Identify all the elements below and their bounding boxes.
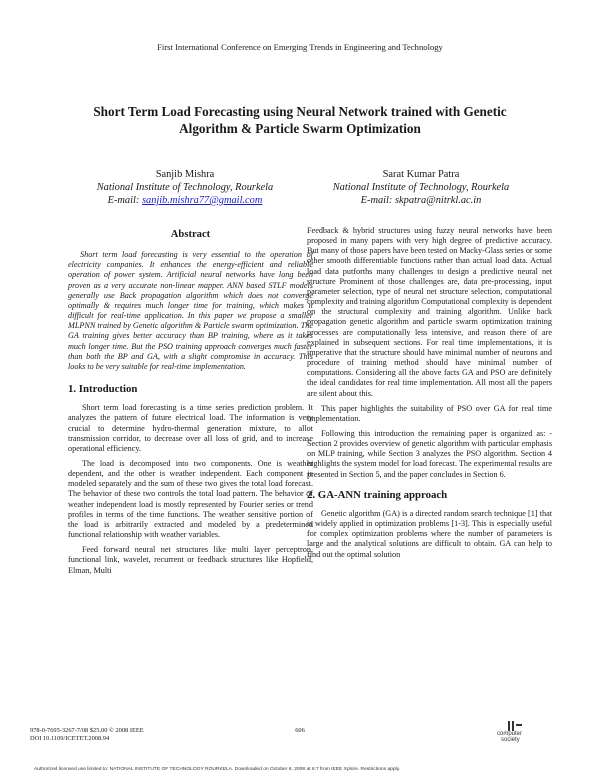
title-line-1: Short Term Load Forecasting using Neural Network trained with Genetic	[93, 104, 507, 119]
author-email-line	[296, 194, 546, 207]
intro-paragraph: This paper highlights the suitability of PSO over GA for real time implementation.	[307, 403, 552, 423]
right-column	[307, 226, 552, 565]
conference-header: First International Conference on Emerging Trends in Engineering and Technology	[157, 42, 443, 52]
abstract-text: Short term load forecasting is very essential to the operation of electricity companies. It enhances the energy-efficient and reliable operation of power system. Artificial neural networks have long been proven as a very accurate non-linear mapper. ANN based STLF models generally use Back propagation algorithm which does not converge optimally & requires much longer time for training, which makes it difficult for real-time application. In this paper we propose a smaller MLPNN trained by Genetic algorithm & Particle swarm optimization. The GA training gives better accuracy than BP training, where as it takes much longer time. But the PSO training approach converges much faster than both the BP and GA, with a slight compromise in accuracy. This looks to be very suitable for real-time implementation.	[68, 250, 313, 371]
author-email: skpatra@nitrkl.ac.in	[395, 195, 482, 206]
author-affiliation: National Institute of Technology, Rourkela	[332, 182, 510, 193]
abstract-heading: Abstract	[170, 229, 211, 240]
intro-continued-paragraph: Feedback & hybrid structures using fuzzy neural networks have been proposed in many papers with very high degree of predictive accuracy. But many of those papers have been tested on Macky-Glass series or some other smooth differentiable functions rather than actual load data. Actual load data putforths many challenges to design a predictive neural net structure Prominent of those challenges are, data pre-processing, input parameter selection, type of neural net structure selection, computational complexity and training algorithm Computational complexity is dependent on the structural complexity and training algorithm. Unlike back propagation genetic algorithm and particle swarm optimization training processes are computationally less intensive, and reason there of are explained in subsequent sections. For real time implementations, it is imperative that the structure should have minimal number of neurons and procedure of training method should have minimal number of computations. Considering all the above facts GA and PSO are definitely the ideal candidates for real time implementation. All most all the papers are silent about this.	[307, 226, 552, 398]
computer-society-logo	[493, 720, 537, 742]
intro-paragraph: Following this introduction the remaining paper is organized as: - Section 2 provides overview of genetic algorithm with particular emphasis on MLP training, while Section 3 analyzes the PSO algorithm. Section 4 highlights the system model for load forecast. The experimental results are presented in Section 5, and the paper concludes in Section 6.	[307, 428, 552, 479]
author-name: Sanjib Mishra	[155, 169, 215, 180]
introduction-heading: 1. Introduction	[68, 383, 138, 396]
author-name: Sarat Kumar Patra	[382, 169, 460, 180]
intro-paragraph: Short term load forecasting is a time series prediction problem. It analyzes the pattern of future electrical load. The information is very crucial to determine hydro-thermal generation mixture, to allot transmission corridor, to decrease over all loss of grid, and to increase operational efficiency.	[68, 403, 313, 453]
paper-title	[40, 103, 560, 137]
footer-doi: DOI 10.1109/ICETET.2008.94	[30, 735, 110, 742]
section-2-heading: 2. GA-ANN training approach	[307, 488, 448, 501]
author-email-line	[60, 194, 310, 207]
author-affiliation: National Institute of Technology, Rourkela	[96, 182, 274, 193]
author-block-2	[296, 168, 546, 207]
logo-text-1: computer	[497, 731, 523, 737]
authorization-notice: Authorized licensed use limited to: NATIONAL INSTITUTE OF TECHNOLOGY ROURKELA. Downloaded on October 6, 2008 at 6:7 from IEEE Xplore. Restrictions apply.	[34, 767, 401, 772]
footer-isbn: 978-0-7695-3267-7/08 $25.00 © 2008 IEEE	[30, 727, 144, 734]
email-label: E-mail:	[360, 195, 395, 206]
logo-text-2: society	[501, 737, 520, 743]
title-line-2: Algorithm & Particle Swarm Optimization	[179, 121, 421, 136]
author-email-link[interactable]: sanjib.mishra77@gmail.com	[141, 195, 263, 206]
email-label: E-mail:	[107, 195, 142, 206]
section-2-paragraph: Genetic algorithm (GA) is a directed random search technique [1] that is widely applied in optimization problems [1-3]. This is especially useful for complex optimization problems where the number of parameters is large and the analytical solutions are difficult to obtain. GA can help to find out the optimal solution	[307, 508, 552, 559]
left-column	[68, 230, 313, 581]
intro-paragraph: The load is decomposed into two components. One is weather dependent, and the other is weather independent. Each component is modeled separately and the sum of these two gives the total load forecast. The behavior of these two controls the total load pattern. The behavior of weather independent load is mostly represented by Fourier series or trend profiles in terms of the time functions. The weather sensitive portion of the load is arbitrarily extracted and modeled by a predetermined functional relationship with weather variables.	[68, 458, 313, 540]
author-block-1	[60, 168, 310, 207]
intro-paragraph: Feed forward neural net structures like multi layer perceptron, functional link, wavelet, recurrent or feedback structures like Hopfield, Elman, Multi	[68, 545, 313, 575]
page-number: 606	[295, 727, 305, 734]
